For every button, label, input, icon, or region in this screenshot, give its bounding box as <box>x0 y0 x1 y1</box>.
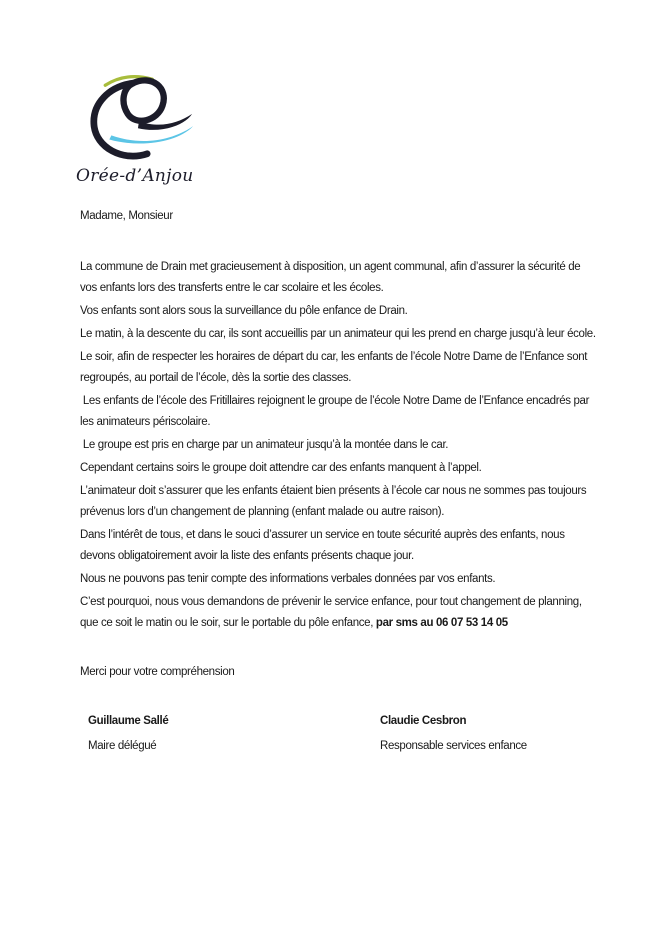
oree-danjou-logo <box>76 72 208 186</box>
paragraph: Les enfants de l’école des Fritillaires rejoignent le groupe de l’école Notre Dame de l’Enfance encadrés par les animateurs périscolaire. <box>80 395 592 428</box>
signatory-role: Maire délégué <box>88 740 157 752</box>
oree-danjou-logo-icon <box>82 72 198 164</box>
paragraph: Nous ne pouvons pas tenir compte des informations verbales données par vos enfants. <box>80 573 496 585</box>
closing: Merci pour votre compréhension <box>80 666 235 678</box>
logo-caption: Orée-d’Anjou <box>76 166 194 186</box>
paragraph: Cependant certains soirs le groupe doit attendre car des enfants manquent à l’appel. <box>80 462 482 474</box>
signature-block <box>80 711 596 757</box>
sms-number-bold: par sms au 06 07 53 14 05 <box>375 617 508 629</box>
paragraph: Le soir, afin de respecter les horaires de départ du car, les enfants de l’école Notre Dame de l’Enfance sont regroupés, au portail de l’école, dès la sortie des classes. <box>80 351 590 384</box>
sms-notice-text: C’est pourquoi, nous vous demandons de prévenir le service enfance, pour tout changement de planning, que ce soit le matin ou le soir, sur le portable du pôle enfance, <box>80 596 585 629</box>
paragraph: Le matin, à la descente du car, ils sont accueillis par un animateur qui les prend en charge jusqu’à leur école. <box>80 328 596 340</box>
signatory-role: Responsable services enfance <box>380 740 527 752</box>
paragraph: La commune de Drain met gracieusement à disposition, un agent communal, afin d’assurer la sécurité de vos enfants lors des transferts entre le car scolaire et les écoles. <box>80 261 584 294</box>
paragraph: Dans l’intérêt de tous, et dans le souci d’assurer un service en toute sécurité auprès des enfants, nous devons obligatoirement avoir la liste des enfants présents chaque jour. <box>80 529 568 562</box>
paragraph: L’animateur doit s’assurer que les enfants étaient bien présents à l’école car nous ne sommes pas toujours prévenus lors d’un changement de planning (enfant malade ou autre raison). <box>80 485 590 518</box>
signature-left <box>80 711 372 757</box>
signature-right <box>372 711 527 757</box>
paragraph-sms-notice <box>80 592 596 634</box>
signatory-name: Claudie Cesbron <box>380 715 467 727</box>
salutation: Madame, Monsieur <box>80 210 173 222</box>
paragraph: Vos enfants sont alors sous la surveillance du pôle enfance de Drain. <box>80 305 408 317</box>
letter-body <box>80 206 596 757</box>
paragraph: Le groupe est pris en charge par un animateur jusqu’à la montée dans le car. <box>80 439 449 451</box>
signatory-name: Guillaume Sallé <box>88 715 169 727</box>
